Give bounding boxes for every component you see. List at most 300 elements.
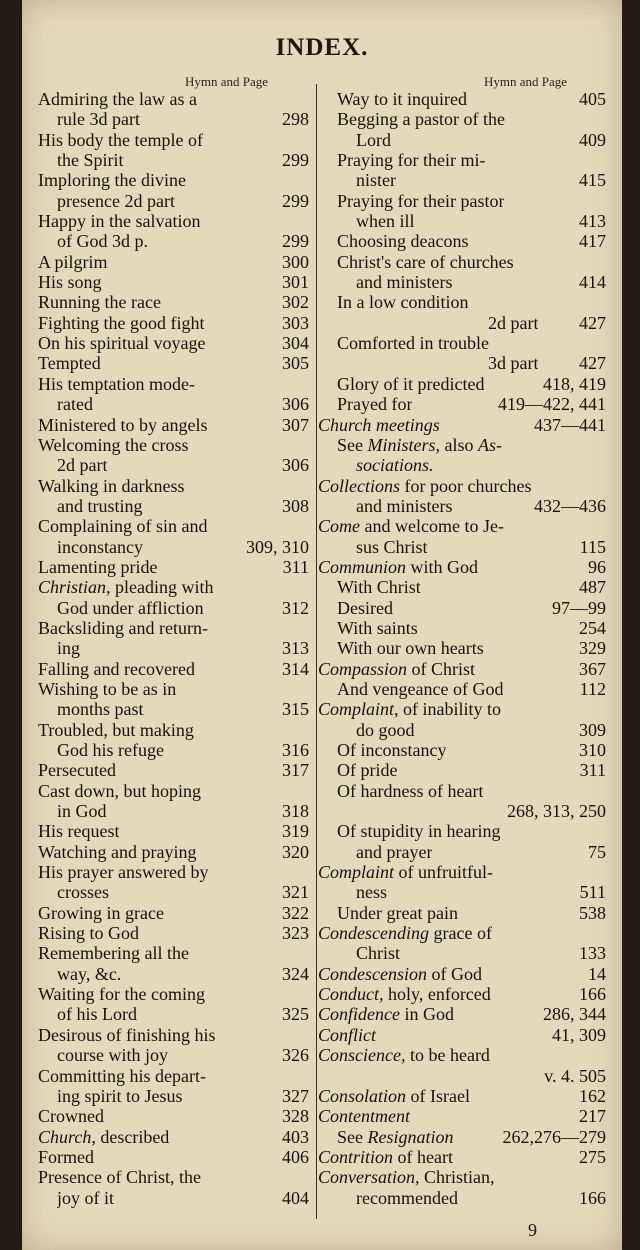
entry-text: sus Christ [356, 536, 428, 557]
entry-hymn-number: 254 [579, 617, 606, 638]
index-entry-line [318, 476, 606, 496]
entry-hymn-number: 96 [588, 556, 606, 577]
entry-text: rated [57, 394, 93, 415]
entry-hymn-number: 329 [579, 638, 606, 659]
index-entry-line [38, 435, 309, 455]
index-entry-line [318, 1147, 606, 1167]
index-entry-line [318, 638, 606, 658]
left-column-header: Hymn and Page [185, 74, 269, 89]
index-entry-line [318, 1066, 606, 1086]
entry-hymn-number: 323 [282, 923, 309, 944]
entry-text: Church meetings [318, 414, 440, 435]
entry-text: Choosing deacons [337, 231, 469, 252]
index-entry-line [318, 679, 606, 699]
entry-hymn-number: 115 [579, 536, 606, 557]
entry-text: Of inconstancy [337, 740, 447, 760]
entry-text: Of stupidity in hearing [337, 821, 501, 842]
index-entry-line [318, 150, 606, 170]
entry-text: Desired [337, 597, 393, 618]
entry-text: and ministers [356, 272, 453, 293]
index-entry-line [318, 964, 606, 984]
index-entry-line [318, 89, 606, 109]
index-entry-line [38, 516, 309, 536]
index-entry-line [38, 170, 309, 190]
entry-hymn-number: 300 [282, 251, 309, 272]
entry-text: Lamenting pride [38, 556, 158, 577]
index-entry-line [318, 882, 606, 902]
entry-text: Conversation, Christian, [318, 1167, 495, 1188]
entry-hymn-number: 162 [579, 1085, 606, 1106]
entry-text: do good [356, 719, 415, 740]
index-entry-line [318, 170, 606, 190]
entry-hymn-number: 322 [282, 902, 309, 923]
entry-hymn-number: 112 [579, 678, 606, 699]
entry-text: and trusting [57, 495, 143, 516]
entry-text: Remembering all the [38, 943, 189, 964]
index-entry-line [38, 1127, 309, 1147]
entry-text: Lord [356, 129, 391, 150]
entry-text: Happy in the salvation [38, 211, 201, 232]
index-entry-line [38, 720, 309, 740]
entry-text: nister [356, 170, 396, 191]
index-entry-line [318, 537, 606, 557]
entry-text: Desirous of finishing his [38, 1024, 216, 1045]
entry-hymn-number: 326 [282, 1045, 309, 1066]
entry-text: of God 3d p. [57, 231, 148, 252]
index-entry-line [38, 943, 309, 963]
right-column-header: Hymn and Page [484, 74, 568, 89]
index-entry-line [38, 353, 309, 373]
entry-text: Conflict [318, 1024, 376, 1045]
index-entry-line [318, 781, 606, 801]
entry-text: His request [38, 821, 120, 842]
index-entry-line [318, 374, 606, 394]
entry-hymn-number: 301 [282, 272, 309, 293]
index-entry-line [38, 537, 309, 557]
entry-hymn-number: 303 [282, 312, 309, 333]
entry-text: the Spirit [57, 150, 124, 171]
entry-text: ness [356, 882, 387, 903]
entry-hymn-number: 312 [282, 597, 309, 618]
index-entry-line [318, 577, 606, 597]
entry-text: Prayed for [337, 394, 413, 415]
entry-text: Communion with God [318, 556, 479, 577]
entry-text: Christ [356, 943, 401, 964]
index-entry-line [318, 353, 606, 373]
index-entry-line [318, 903, 606, 923]
entry-text: Imploring the divine [38, 170, 186, 191]
entry-text: Cast down, but hoping [38, 780, 202, 801]
index-entry-line [318, 109, 606, 129]
entry-hymn-number: 305 [282, 353, 309, 374]
entry-text: Complaint of unfruitful- [318, 862, 493, 883]
index-entry-line [318, 821, 606, 841]
entry-hymn-number: 319 [282, 821, 309, 842]
entry-text: Under great pain [337, 902, 458, 923]
index-entry-line [318, 1106, 606, 1126]
entry-text: Contentment [318, 1106, 410, 1127]
index-entry-line [38, 821, 309, 841]
entry-hymn-number: 427 [579, 312, 606, 333]
entry-text: Running the race [38, 292, 161, 313]
entry-text: A pilgrim [38, 251, 108, 272]
entry-text: Complaining of sin and [38, 516, 208, 537]
entry-text: On his spiritual voyage [38, 333, 206, 354]
entry-text: 2d part [57, 455, 108, 476]
index-entry-line [318, 292, 606, 312]
index-entry-line [318, 252, 606, 272]
index-entry-line [318, 313, 606, 333]
index-entry-line [38, 394, 309, 414]
entry-hymn-number: 417 [579, 231, 606, 252]
entry-hymn-number: 318 [282, 801, 309, 822]
index-entry-line [318, 191, 606, 211]
index-entry-line [38, 496, 309, 516]
index-entry-line [318, 130, 606, 150]
entry-text: With Christ [337, 577, 421, 598]
index-entry-line [38, 557, 309, 577]
entry-text: Christian, pleading with [38, 577, 214, 598]
entry-hymn-number: 427 [579, 353, 606, 374]
entry-hymn-number: 413 [579, 211, 606, 232]
entry-hymn-number: 304 [282, 333, 309, 354]
index-entry-line [38, 964, 309, 984]
entry-text: Consolation of Israel [318, 1085, 470, 1106]
entry-text: recommended [356, 1187, 458, 1208]
index-entry-line [318, 1025, 606, 1045]
index-entry-line [38, 191, 309, 211]
entry-text: His prayer answered by [38, 862, 209, 883]
left-index-column [38, 89, 309, 1219]
entry-text: Way to it inquired [337, 89, 468, 109]
entry-text: Complaint, of inability to [318, 699, 502, 720]
entry-hymn-number: 217 [579, 1106, 606, 1127]
entry-text: Fighting the good fight [38, 312, 205, 333]
index-entry-line [318, 516, 606, 536]
entry-hymn-number: 487 [579, 577, 606, 598]
entry-text: in God [57, 801, 107, 822]
entry-hymn-number: 307 [282, 414, 309, 435]
entry-hymn-number: 328 [282, 1106, 309, 1127]
index-entry-line [38, 577, 309, 597]
entry-hymn-number: 320 [282, 841, 309, 862]
entry-text: Collections for poor churches [318, 475, 532, 496]
index-entry-line [318, 842, 606, 862]
index-entry-line [38, 618, 309, 638]
index-entry-line [38, 1004, 309, 1024]
index-entry-line [38, 598, 309, 618]
entry-hymn-number: 302 [282, 292, 309, 313]
index-entry-line [318, 394, 606, 414]
page-title: INDEX. [275, 34, 369, 61]
index-entry-line [38, 109, 309, 129]
entry-text: His temptation mode- [38, 373, 195, 394]
entry-text: Waiting for the coming [38, 984, 206, 1005]
entry-text: See Resignation [337, 1126, 454, 1147]
entry-text: Compassion of Christ [318, 658, 476, 679]
entry-hymn-number: 309 [579, 719, 606, 740]
entry-text: Falling and recovered [38, 658, 195, 679]
entry-text: and prayer [356, 841, 433, 862]
index-entry-line [318, 598, 606, 618]
index-entry-line [318, 211, 606, 231]
entry-text: Rising to God [38, 923, 140, 944]
entry-text: Wishing to be as in [38, 678, 177, 699]
right-index-column [318, 89, 606, 1219]
entry-hymn-number: 75 [588, 841, 606, 862]
entry-hymn-number: 409 [579, 129, 606, 150]
index-entry-line [318, 943, 606, 963]
entry-text: Church, described [38, 1126, 170, 1147]
entry-text: Of pride [337, 760, 398, 781]
entry-hymn-number: 298 [282, 109, 309, 130]
entry-hymn-number: 324 [282, 963, 309, 984]
entry-text: His body the temple of [38, 129, 203, 150]
index-entry-line [38, 1066, 309, 1086]
entry-text: presence 2d part [57, 190, 175, 211]
entry-text: 3d part [488, 353, 539, 374]
index-entry-line [38, 1167, 309, 1187]
index-entry-line [318, 760, 606, 780]
entry-text: In a low condition [337, 292, 469, 313]
index-entry-line [318, 699, 606, 719]
entry-text: With our own hearts [337, 638, 484, 659]
entry-hymn-number: 314 [282, 658, 309, 679]
entry-text: Ministered to by angels [38, 414, 208, 435]
index-entry-line [38, 89, 309, 109]
index-entry-line [318, 720, 606, 740]
index-entry-line [38, 1147, 309, 1167]
index-entry-line [318, 1167, 606, 1187]
entry-text: joy of it [57, 1187, 114, 1208]
entry-hymn-number: 299 [282, 190, 309, 211]
entry-hymn-number: 133 [579, 943, 606, 964]
entry-text: crosses [57, 882, 109, 903]
index-entry-line [318, 415, 606, 435]
index-entry-line [38, 740, 309, 760]
entry-text: 2d part [488, 312, 539, 333]
index-entry-line [38, 476, 309, 496]
entry-text: Crowned [38, 1106, 104, 1127]
index-entry-line [38, 679, 309, 699]
index-entry-line [318, 272, 606, 292]
entry-text: of his Lord [57, 1004, 137, 1025]
entry-hymn-number: 286, 344 [543, 1004, 606, 1025]
entry-text: Welcoming the cross [38, 434, 189, 455]
entry-text: Contrition of heart [318, 1146, 453, 1167]
entry-text: Committing his depart- [38, 1065, 206, 1086]
entry-hymn-number: 14 [588, 963, 606, 984]
entry-text: ing spirit to Jesus [57, 1085, 183, 1106]
entry-text: Formed [38, 1146, 94, 1167]
entry-text: Conduct, holy, enforced [318, 984, 491, 1005]
entry-text: Backsliding and return- [38, 617, 208, 638]
index-entry-line [318, 455, 606, 475]
entry-text: sociations. [356, 455, 434, 476]
entry-text: inconstancy [57, 536, 143, 557]
entry-text: and ministers [356, 495, 453, 516]
entry-hymn-number: 313 [282, 638, 309, 659]
index-entry-line [38, 984, 309, 1004]
entry-text: Christ's care of churches [337, 251, 514, 272]
index-entry-line [318, 984, 606, 1004]
entry-text: God his refuge [57, 740, 164, 760]
entry-text: Confidence in God [318, 1004, 454, 1025]
index-entry-line [38, 659, 309, 679]
entry-hymn-number: 299 [282, 150, 309, 171]
entry-text: Begging a pastor of the [337, 109, 505, 130]
entry-text: Tempted [38, 353, 101, 374]
entry-hymn-number: 418, 419 [543, 373, 606, 394]
entry-hymn-number: 166 [579, 1187, 606, 1208]
entry-hymn-number: 414 [579, 272, 606, 293]
index-entry-line [38, 801, 309, 821]
index-entry-line [38, 882, 309, 902]
entry-text: Watching and praying [38, 841, 197, 862]
entry-hymn-number: 262,276—279 [502, 1126, 606, 1147]
entry-hymn-number: 308 [282, 495, 309, 516]
entry-text: Walking in darkness [38, 475, 185, 496]
index-entry-line [318, 333, 606, 353]
index-entry-line [38, 150, 309, 170]
entry-hymn-number: 316 [282, 740, 309, 760]
entry-hymn-number: 41, 309 [552, 1024, 606, 1045]
index-entry-line [38, 374, 309, 394]
entry-hymn-number: 166 [579, 984, 606, 1005]
entry-hymn-number: 306 [282, 394, 309, 415]
entry-hymn-number: 415 [579, 170, 606, 191]
index-entry-line [318, 923, 606, 943]
entry-hymn-number: 538 [579, 902, 606, 923]
entry-text: Admiring the law as a [38, 89, 197, 109]
index-entry-line [38, 923, 309, 943]
index-entry-line [318, 862, 606, 882]
index-entry-line [38, 252, 309, 272]
entry-hymn-number: 97—99 [552, 597, 606, 618]
index-entry-line [318, 1188, 606, 1208]
entry-text: course with joy [57, 1045, 168, 1066]
index-entry-line [38, 455, 309, 475]
column-divider [316, 84, 317, 1219]
index-entry-line [38, 313, 309, 333]
index-entry-line [38, 1188, 309, 1208]
entry-text: when ill [356, 211, 415, 232]
index-entry-line [318, 1127, 606, 1147]
index-entry-line [38, 130, 309, 150]
entry-hymn-number: 432—436 [534, 495, 606, 516]
index-entry-line [38, 638, 309, 658]
entry-text: ing [57, 638, 81, 659]
entry-text: months past [57, 699, 144, 720]
index-entry-line [318, 435, 606, 455]
entry-text: Glory of it predicted [337, 373, 485, 394]
entry-text: Troubled, but making [38, 719, 194, 740]
entry-hymn-number: 311 [579, 760, 606, 781]
index-entry-line [38, 1025, 309, 1045]
index-entry-line [38, 292, 309, 312]
entry-text: With saints [337, 617, 418, 638]
entry-hymn-number: 299 [282, 231, 309, 252]
index-entry-line [38, 333, 309, 353]
entry-hymn-number: 367 [579, 658, 606, 679]
entry-hymn-number: v. 4. 505 [544, 1065, 606, 1086]
index-entry-line [318, 1004, 606, 1024]
page-number: 9 [528, 1220, 537, 1240]
entry-hymn-number: 404 [282, 1187, 309, 1208]
entry-hymn-number: 306 [282, 455, 309, 476]
entry-hymn-number: 317 [282, 760, 309, 781]
entry-text: Conscience, to be heard [318, 1045, 490, 1066]
index-entry-line [38, 231, 309, 251]
index-entry-line [38, 842, 309, 862]
entry-text: See Ministers, also As- [337, 434, 503, 455]
index-entry-line [38, 1106, 309, 1126]
entry-text: Comforted in trouble [337, 333, 489, 354]
entry-hymn-number: 406 [282, 1146, 309, 1167]
entry-text: Presence of Christ, the [38, 1167, 201, 1188]
entry-text: And vengeance of God [337, 678, 504, 699]
entry-hymn-number: 315 [282, 699, 309, 720]
entry-text: way, &c. [57, 963, 122, 984]
index-entry-line [38, 862, 309, 882]
entry-hymn-number: 327 [282, 1085, 309, 1106]
entry-text: Praying for their mi- [337, 150, 486, 171]
entry-hymn-number: 309, 310 [246, 536, 309, 557]
entry-hymn-number: 321 [282, 882, 309, 903]
index-entry-line [318, 740, 606, 760]
index-entry-line [38, 211, 309, 231]
index-entry-line [318, 618, 606, 638]
index-entry-line [318, 1045, 606, 1065]
index-entry-line [38, 781, 309, 801]
entry-hymn-number: 275 [579, 1146, 606, 1167]
index-entry-line [318, 1086, 606, 1106]
entry-hymn-number: 268, 313, 250 [507, 801, 606, 822]
entry-hymn-number: 311 [282, 556, 309, 577]
index-entry-line [38, 1045, 309, 1065]
index-entry-line [38, 760, 309, 780]
entry-hymn-number: 310 [579, 740, 606, 760]
entry-text: Come and welcome to Je- [318, 516, 504, 537]
index-entry-line [318, 496, 606, 516]
entry-text: Persecuted [38, 760, 116, 781]
entry-text: His song [38, 272, 102, 293]
entry-text: rule 3d part [57, 109, 140, 130]
entry-hymn-number: 419—422, 441 [498, 394, 606, 415]
entry-text: Of hardness of heart [337, 780, 484, 801]
index-entry-line [38, 272, 309, 292]
entry-hymn-number: 325 [282, 1004, 309, 1025]
book-page [22, 0, 622, 1250]
entry-hymn-number: 403 [282, 1126, 309, 1147]
entry-text: Praying for their pastor [337, 190, 505, 211]
index-entry-line [318, 231, 606, 251]
index-entry-line [318, 659, 606, 679]
entry-text: Condescension of God [318, 963, 482, 984]
index-entry-line [38, 903, 309, 923]
entry-text: God under affliction [57, 597, 204, 618]
index-entry-line [38, 415, 309, 435]
index-entry-line [318, 801, 606, 821]
entry-hymn-number: 405 [579, 89, 606, 109]
index-entry-line [38, 699, 309, 719]
entry-hymn-number: 511 [579, 882, 606, 903]
index-entry-line [318, 557, 606, 577]
index-entry-line [38, 1086, 309, 1106]
entry-text: Growing in grace [38, 902, 164, 923]
entry-text: Condescending grace of [318, 923, 492, 944]
entry-hymn-number: 437—441 [534, 414, 606, 435]
